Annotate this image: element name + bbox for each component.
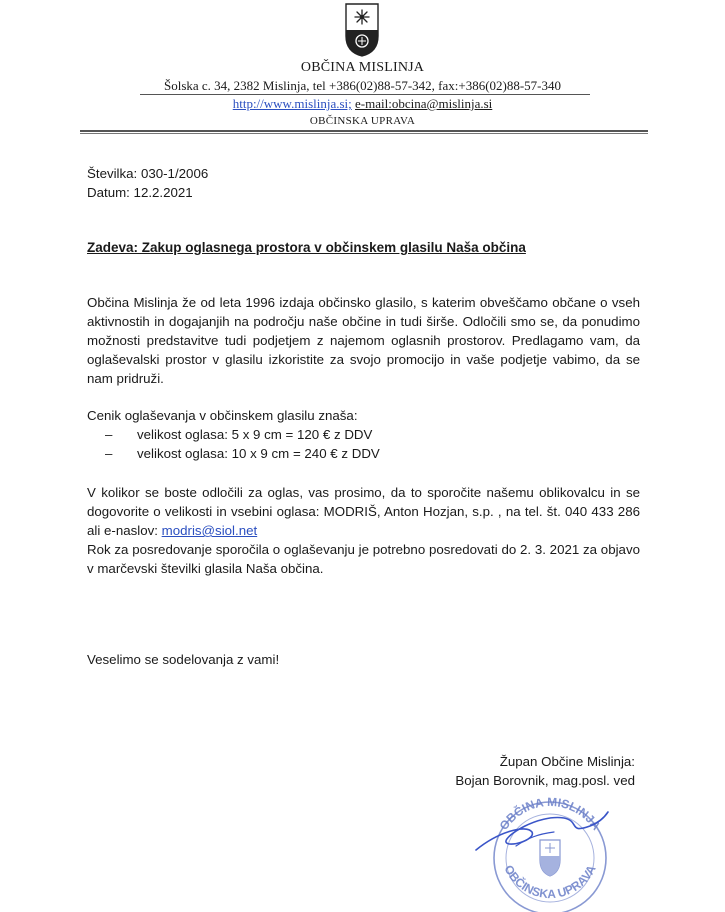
coat-of-arms-icon [344, 2, 380, 58]
pricing-item-text: velikost oglasa: 10 x 9 cm = 240 € z DDV [137, 446, 380, 461]
stamp-crest-icon [540, 840, 560, 876]
subject-line: Zadeva: Zakup oglasnega prostora v občinskem glasilu Naša občina [87, 240, 526, 255]
email-line: e-mail:obcina@mislinja.si [355, 96, 493, 111]
header-divider-thin [140, 94, 590, 95]
signatory-name: Bojan Borovnik, mag.posl. ved [455, 773, 635, 788]
official-stamp [468, 788, 628, 912]
signature-stroke [516, 832, 554, 846]
header-divider-thick [80, 130, 648, 132]
deadline-paragraph: Rok za posredovanje sporočila o oglaševanju je potrebno posredovati do 2. 3. 2021 za objavo v marčevski številki glasila Naša občina. [87, 542, 640, 576]
municipality-name: OBČINA MISLINJA [300, 60, 425, 75]
website-link[interactable]: http://www.mislinja.si; [232, 96, 352, 111]
document-date: Datum: 12.2.2021 [87, 185, 193, 200]
department-name: OBČINSKA UPRAVA [309, 115, 416, 127]
designer-email-link[interactable]: modris@siol.net [161, 523, 258, 538]
closing-line: Veselimo se sodelovanja z vami! [87, 652, 280, 667]
intro-paragraph: Občina Mislinja že od leta 1996 izdaja občinsko glasilo, s katerim obveščamo občane o vseh aktivnostih in dogajanjih na področju naše občine in tudi širše. Odločili smo se, da ponudimo možnosti predstavitve tudi podjetjem z najemom oglasnih prostorov. Predlagamo vam, da oglaševalski prostor v glasilu izkoristite za svojo promocijo in vaše podjetje vabimo, da se nam pridruži. [87, 295, 640, 386]
municipality-address: Šolska c. 34, 2382 Mislinja, tel +386(02)88-57-342, fax:+386(02)88-57-340 [163, 78, 562, 93]
pricing-heading: Cenik oglaševanja v občinskem glasilu znaša: [87, 408, 358, 423]
contact-paragraph [87, 483, 640, 540]
contact-text: V kolikor se boste odločili za oglas, vas prosimo, da to sporočite našemu oblikovalcu in se dogovorite o velikosti in vsebini oglasa: MODRIŠ, Anton Hozjan, s.p. , na tel. št. 040 433 286 ali e-naslov: [87, 485, 640, 538]
header-divider-thin-lower [80, 133, 648, 134]
stamp-top-text: OBČINA MISLINJA [496, 794, 604, 833]
pricing-item: – velikost oglasa: 10 x 9 cm = 240 € z DDV [105, 446, 380, 461]
contact-line [80, 96, 645, 112]
document-number: Številka: 030-1/2006 [87, 166, 209, 181]
pricing-item-text: velikost oglasa: 5 x 9 cm = 120 € z DDV [137, 427, 373, 442]
stamp-bottom-text: OBČINSKA UPRAVA [501, 862, 599, 902]
signatory-title: Župan Občine Mislinja: [499, 754, 635, 769]
pricing-item: – velikost oglasa: 5 x 9 cm = 120 € z DDV [105, 427, 373, 442]
